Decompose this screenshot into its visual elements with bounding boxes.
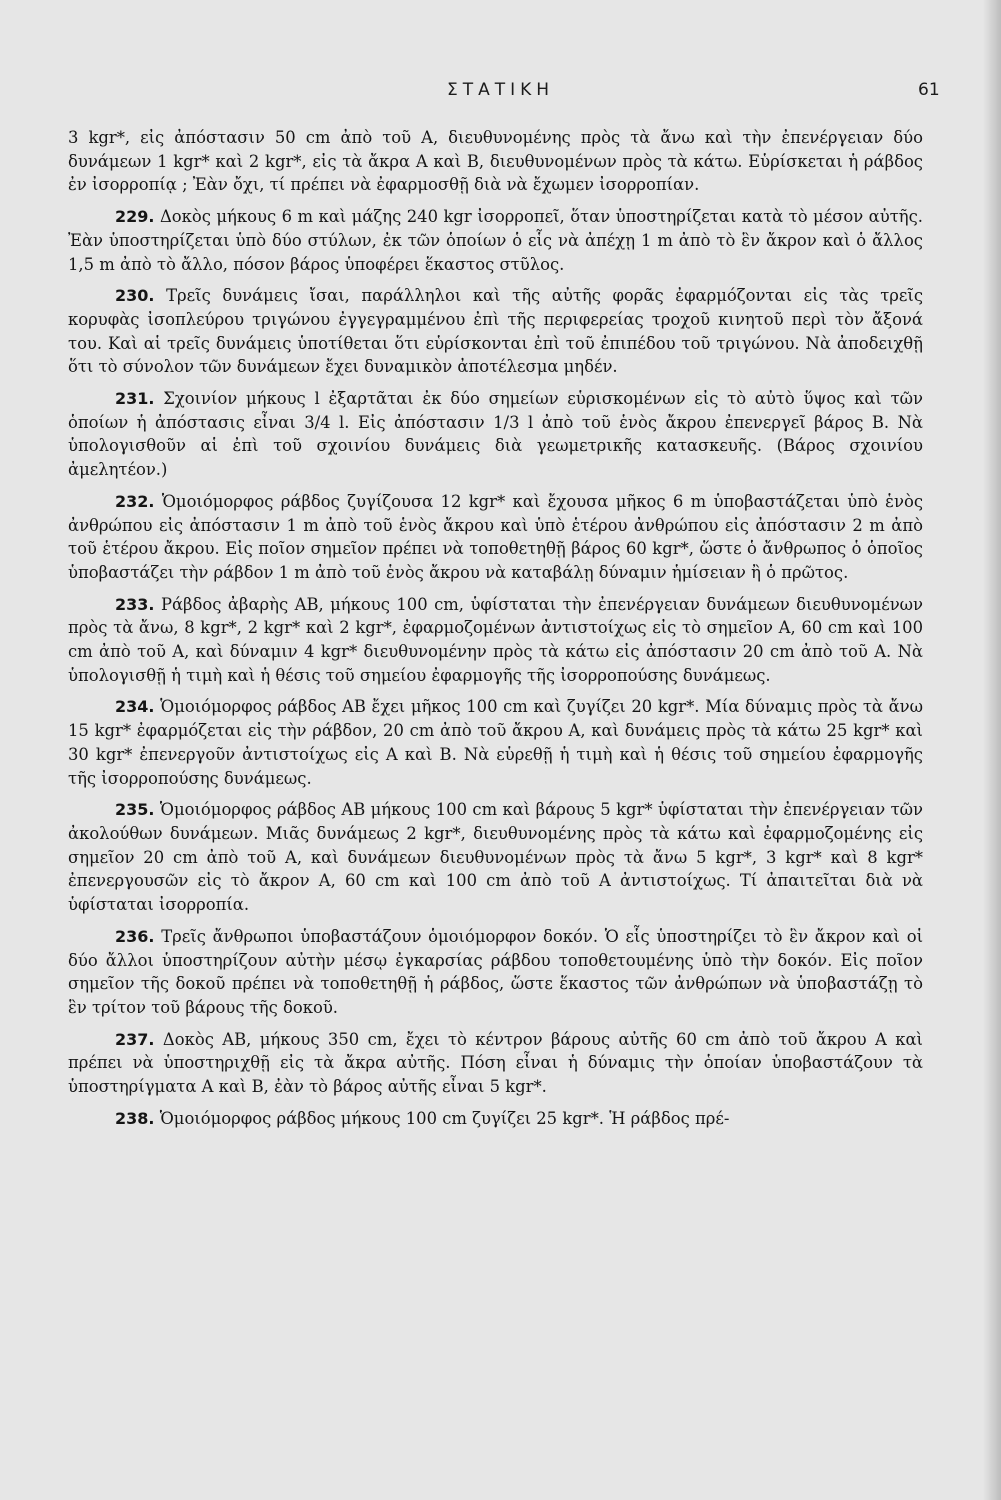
- problem-text: Δοκὸς ΑΒ, μήκους 350 cm, ἔχει τὸ κέντρον βάρους αὐτῆς 60 cm ἀπὸ τοῦ ἄκρου Α καὶ πρέπει νὰ ὑποστηριχθῇ εἰς τὰ ἄκρα αὐτῆς. Πόση εἶναι ἡ δύναμις τὴν ὁποίαν ὑποβαστάζουν τὰ ὑποστηρίγματα Α καὶ Β, ἐὰν τὸ βάρος αὐτῆς εἶναι 5 kgr*.: [68, 1029, 923, 1097]
- page-edge-shadow: [983, 0, 1001, 1500]
- paragraph-continuation: [68, 126, 923, 197]
- body-text: [68, 126, 923, 1138]
- problem-text: Ράβδος ἀβαρὴς ΑΒ, μήκους 100 cm, ὑφίσταται τὴν ἐπενέργειαν δυνάμεων διευθυνομένων πρὸς τὰ ἄνω, 8 kgr*, 2 kgr* καὶ 2 kgr*, ἐφαρμοζομένων ἀντιστοίχως εἰς τὸ σημεῖον Α, 60 cm καὶ 100 cm ἀπὸ τοῦ Α, καὶ δύναμιν 4 kgr* διευθυνομένην πρὸς τὰ κάτω εἰς ἀπόστασιν 20 cm ἀπὸ τοῦ Α. Νὰ ὑπολογισθῇ ἡ τιμὴ καὶ ἡ θέσις τοῦ σημείου ἐφαρμογῆς τῆς ἰσορροπούσης δυνάμεως.: [68, 594, 923, 685]
- problem-number: 233.: [115, 594, 155, 614]
- problem-236: [68, 925, 923, 1020]
- page-header: [0, 80, 1001, 110]
- problem-number: 230.: [115, 286, 155, 306]
- problem-237: [68, 1028, 923, 1099]
- problem-text: Τρεῖς δυνάμεις ἴσαι, παράλληλοι καὶ τῆς αὐτῆς φορᾶς ἐφαρμόζονται εἰς τὰς τρεῖς κορυφὰς ἰσοπλεύρου τριγώνου ἐγγεγραμμένου ἐπὶ τῆς περιφερείας τροχοῦ κινητοῦ περὶ τὸν ἄξονά του. Καὶ αἱ τρεῖς δυνάμεις ὑποτίθεται ὅτι εὑρίσκονται ἐπὶ τοῦ ἐπιπέδου τοῦ τριγώνου. Νὰ ἀποδειχθῇ ὅτι τὸ σύνολον τῶν δυνάμεων ἔχει δυναμικὸν ἀποτέλεσμα μηδέν.: [68, 286, 923, 377]
- running-title: ΣΤΑΤΙΚΗ: [446, 80, 555, 100]
- problem-text: Δοκὸς μήκους 6 m καὶ μάζης 240 kgr ἰσορροπεῖ, ὅταν ὑποστηρίζεται κατὰ τὸ μέσον αὐτῆς. Ἐὰν ὑποστηρίζεται ὑπὸ δύο στύλων, ἐκ τῶν ὁποίων ὁ εἷς νὰ ἀπέχῃ 1 m ἀπὸ τὸ ἓν ἄκρον καὶ ὁ ἄλλος 1,5 m ἀπὸ τὸ ἄλλο, πόσον βάρος ὑποφέρει ἕκαστος στῦλος.: [68, 207, 923, 274]
- problem-text: Ὁμοιόμορφος ράβδος μήκους 100 cm ζυγίζει 25 kgr*. Ἡ ράβδος πρέ-: [159, 1108, 730, 1128]
- problem-text: Ὁμοιόμορφος ράβδος ζυγίζουσα 12 kgr* καὶ ἔχουσα μῆκος 6 m ὑποβαστάζεται ὑπὸ ἑνὸς ἀνθρώπου εἰς ἀπόστασιν 1 m ἀπὸ τοῦ ἑνὸς ἄκρου καὶ ὑπὸ ἑτέρου ἀνθρώπου εἰς ἀπόστασιν 2 m ἀπὸ τοῦ ἑτέρου ἄκρου. Εἰς ποῖον σημεῖον πρέπει νὰ τοποθετηθῇ βάρος 60 kgr*, ὥστε ὁ ἄνθρωπος ὁ ὁποῖος ὑποβαστάζει τὴν ράβδον 1 m ἀπὸ τοῦ ἑνὸς ἄκρου νὰ καταβάλῃ δύναμιν ἡμίσειαν ἢ ὁ πρῶτος.: [68, 491, 923, 582]
- problem-number: 238.: [115, 1108, 155, 1128]
- problem-text: Ὁμοιόμορφος ράβδος ΑΒ μήκους 100 cm καὶ βάρους 5 kgr* ὑφίσταται τὴν ἐπενέργειαν τῶν ἀκολούθων δυνάμεων. Μιᾶς δυνάμεως 2 kgr*, διευθυνομένης πρὸς τὰ κάτω καὶ ἐφαρμοζομένης εἰς σημεῖον 20 cm ἀπὸ τοῦ Α, καὶ δυνάμεων διευθυνομένων πρὸς τὰ ἄνω 5 kgr*, 3 kgr* καὶ 8 kgr* ἐπενεργουσῶν εἰς τὸ ἄκρον Α, 60 cm καὶ 100 cm ἀπὸ τοῦ Α ἀντιστοίχως. Τί ἀπαιτεῖται διὰ νὰ ὑφίσταται ἰσορροπία.: [68, 800, 923, 915]
- problem-number: 231.: [115, 389, 155, 409]
- problem-number: 232.: [115, 491, 155, 511]
- problem-number: 229.: [115, 207, 155, 227]
- problem-text: Τρεῖς ἄνθρωποι ὑποβαστάζουν ὁμοιόμορφον δοκόν. Ὁ εἷς ὑποστηρίζει τὸ ἓν ἄκρον καὶ οἱ δύο ἄλλοι ὑποστηρίζουν αὐτὴν μέσῳ ἐγκαρσίας ράβδου τοποθετουμένης ὑπὸ τὴν δοκόν. Εἰς ποῖον σημεῖον τῆς δοκοῦ πρέπει νὰ τοποθετηθῇ ἡ ράβδος, ὥστε ἕκαστος τῶν ἀνθρώπων νὰ ὑποβαστάζῃ τὸ ἓν τρίτον τοῦ βάρους τῆς δοκοῦ.: [68, 926, 923, 1017]
- problem-number: 235.: [115, 800, 155, 820]
- problem-231: [68, 387, 923, 482]
- paragraph-text: 3 kgr*, εἰς ἀπόστασιν 50 cm ἀπὸ τοῦ Α, διευθυνομένης πρὸς τὰ ἄνω καὶ τὴν ἐπενέργειαν δύο δυνάμεων 1 kgr* καὶ 2 kgr*, εἰς τὰ ἄκρα Α καὶ Β, διευθυνομένων πρὸς τὰ κάτω. Εὑρίσκεται ἡ ράβδος ἐν ἰσορροπίᾳ ; Ἐὰν ὄχι, τί πρέπει νὰ ἐφαρμοσθῇ διὰ νὰ ἔχωμεν ἰσορροπίαν.: [68, 128, 923, 195]
- problem-232: [68, 490, 923, 585]
- problem-text: Ὁμοιόμορφος ράβδος ΑΒ ἔχει μῆκος 100 cm καὶ ζυγίζει 20 kgr*. Μία δύναμις πρὸς τὰ ἄνω 15 kgr* ἐφαρμόζεται εἰς τὴν ράβδον, 20 cm ἀπὸ τοῦ ἄκρου Α, καὶ δυνάμεις πρὸς τὰ κάτω 25 kgr* καὶ 30 kgr* ἐπενεργοῦν ἀντιστοίχως εἰς Α καὶ Β. Νὰ εὑρεθῇ ἡ τιμὴ καὶ ἡ θέσις τοῦ σημείου ἐφαρμογῆς τῆς ἰσορροπούσης δυνάμεως.: [68, 697, 924, 788]
- problem-229: [68, 205, 923, 276]
- problem-233: [68, 593, 923, 688]
- problem-text: Σχοινίον μήκους l ἐξαρτᾶται ἐκ δύο σημείων εὑρισκομένων εἰς τὸ αὐτὸ ὕψος καὶ τῶν ὁποίων ἡ ἀπόστασις εἶναι 3/4 l. Εἰς ἀπόστασιν 1/3 l ἀπὸ τοῦ ἑνὸς ἄκρου ἐπενεργεῖ βάρος Β. Νὰ ὑπολογισθοῦν αἱ ἐπὶ τοῦ σχοινίου δυνάμεις διὰ γεωμετρικῆς κατασκευῆς. (Βάρος σχοινίου ἀμελητέον.): [68, 389, 923, 480]
- problem-number: 237.: [115, 1029, 155, 1049]
- page-number: 61: [918, 80, 940, 100]
- problem-238: [68, 1107, 923, 1131]
- problem-235: [68, 798, 923, 917]
- problem-number: 234.: [115, 697, 155, 717]
- problem-number: 236.: [115, 926, 155, 946]
- problem-234: [68, 695, 923, 790]
- problem-230: [68, 284, 923, 379]
